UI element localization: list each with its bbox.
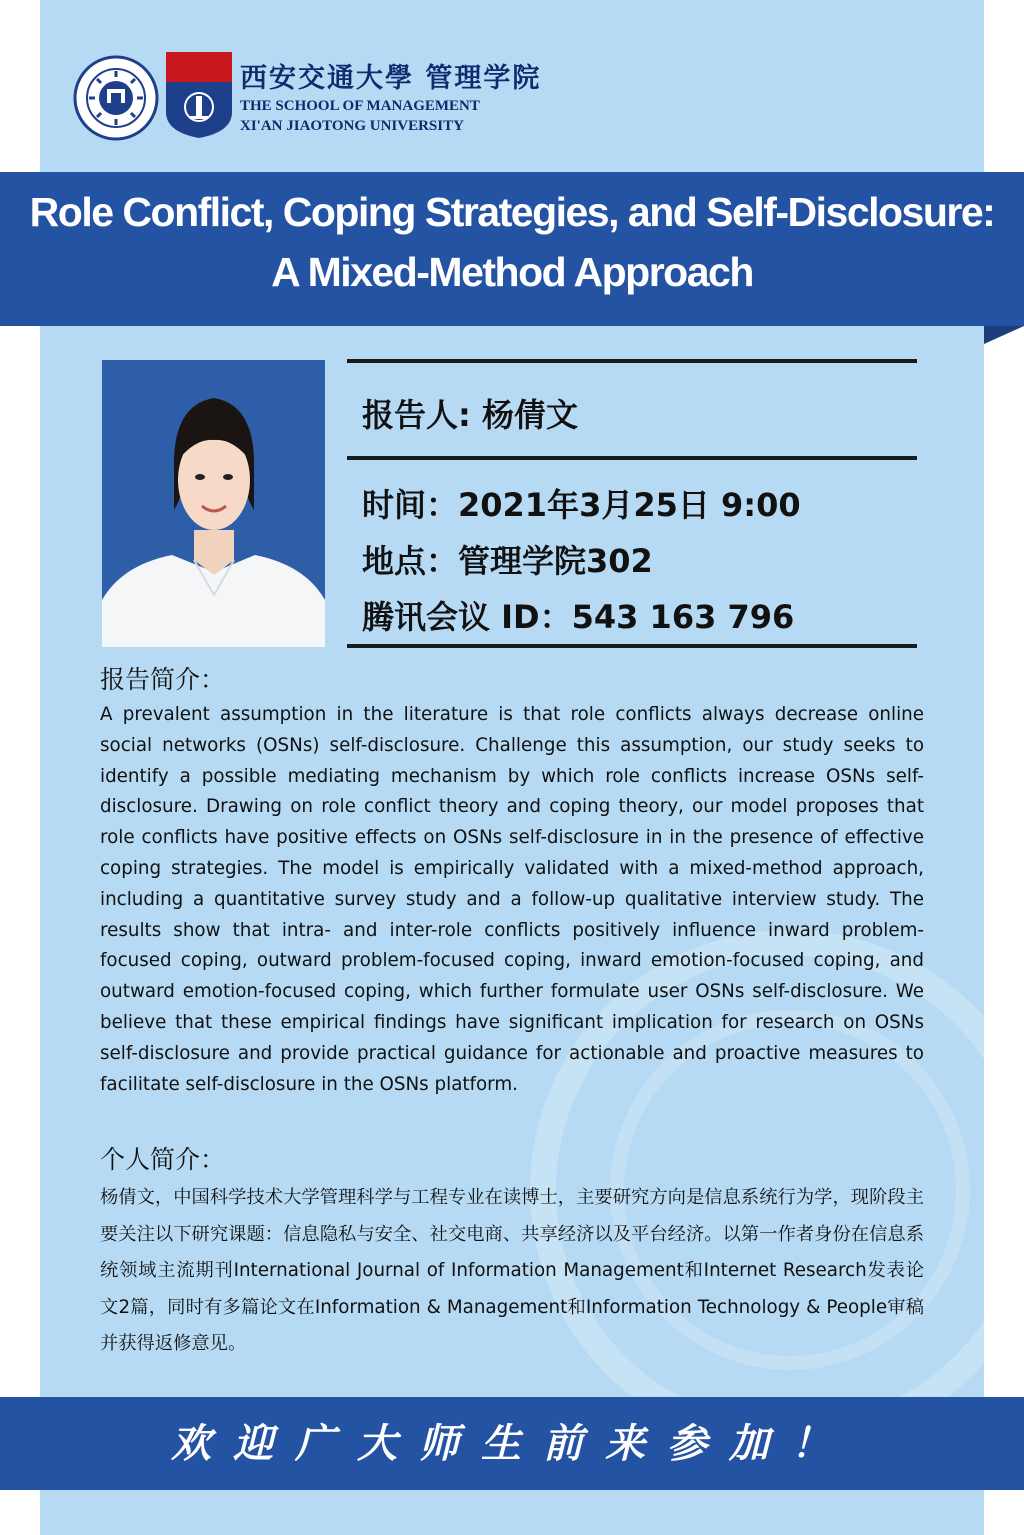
bio-heading: 个人简介： xyxy=(100,1145,226,1174)
tencent-meeting-id: 腾讯会议 ID：543 163 796 xyxy=(362,598,795,636)
xjtu-seal-logo xyxy=(73,55,159,141)
university-name-english: XI'AN JIAOTONG UNIVERSITY xyxy=(240,118,464,134)
divider-middle xyxy=(347,456,917,460)
school-name-chinese: 西安交通大學 管理学院 xyxy=(240,63,542,94)
event-time: 时间：2021年3月25日 9:00 xyxy=(362,486,801,524)
divider-bottom xyxy=(347,644,917,648)
bio-text: 杨倩文，中国科学技术大学管理科学与工程专业在读博士，主要研究方向是信息系统行为学，现阶段主要关注以下研究课题：信息隐私与安全、社交电商、共享经济以及平台经济。以第一作者身份在信息系统领域主流期刊International Journal of Information Management和Internet Research发表论文2篇，同时有多篇论文在Information & Management和Information Technology & People审稿并获得返修意见。 xyxy=(100,1187,924,1354)
event-location: 地点：管理学院302 xyxy=(362,542,653,580)
talk-title xyxy=(0,182,1024,302)
speaker-name: 报告人: 杨倩文 xyxy=(362,396,578,434)
welcome-message: 欢迎广大师生前来参加！ xyxy=(171,1420,853,1467)
talk-title-line1: Role Conflict, Coping Strategies, and Self-Disclosure: xyxy=(29,189,995,235)
divider-top xyxy=(347,359,917,363)
talk-title-line2: A Mixed-Method Approach xyxy=(271,249,753,295)
title-band-fold xyxy=(984,326,1024,344)
abstract-text: A prevalent assumption in the literature is that role conflicts always decrease online social networks (OSNs) self-disclosure. Challenge this assumption, our study seeks to identify a possible mediating mechanism by which role conflicts increase OSNs self-disclosure. Drawing on role conflict theory and coping theory, our model proposes that role conflicts have positive effects on OSNs self-disclosure in in the presence of effective coping strategies. The model is empirically validated with a mixed-method approach, including a quantitative survey study and a follow-up qualitative interview study. The results show that intra- and inter-role conflicts positively influence inward problem-focused coping, outward problem-focused coping, inward emotion-focused coping, and outward emotion-focused coping, which further formulate user OSNs self-disclosure. We believe that these empirical findings have significant implication for research on OSNs self-disclosure and provide practical guidance for actionable and proactive measures to facilitate self-disclosure in the OSNs platform. xyxy=(100,704,924,1095)
speaker-photo xyxy=(102,360,325,647)
school-name-english: THE SCHOOL OF MANAGEMENT xyxy=(240,98,480,114)
school-of-management-emblem xyxy=(166,52,232,138)
abstract-heading: 报告简介： xyxy=(100,665,226,694)
